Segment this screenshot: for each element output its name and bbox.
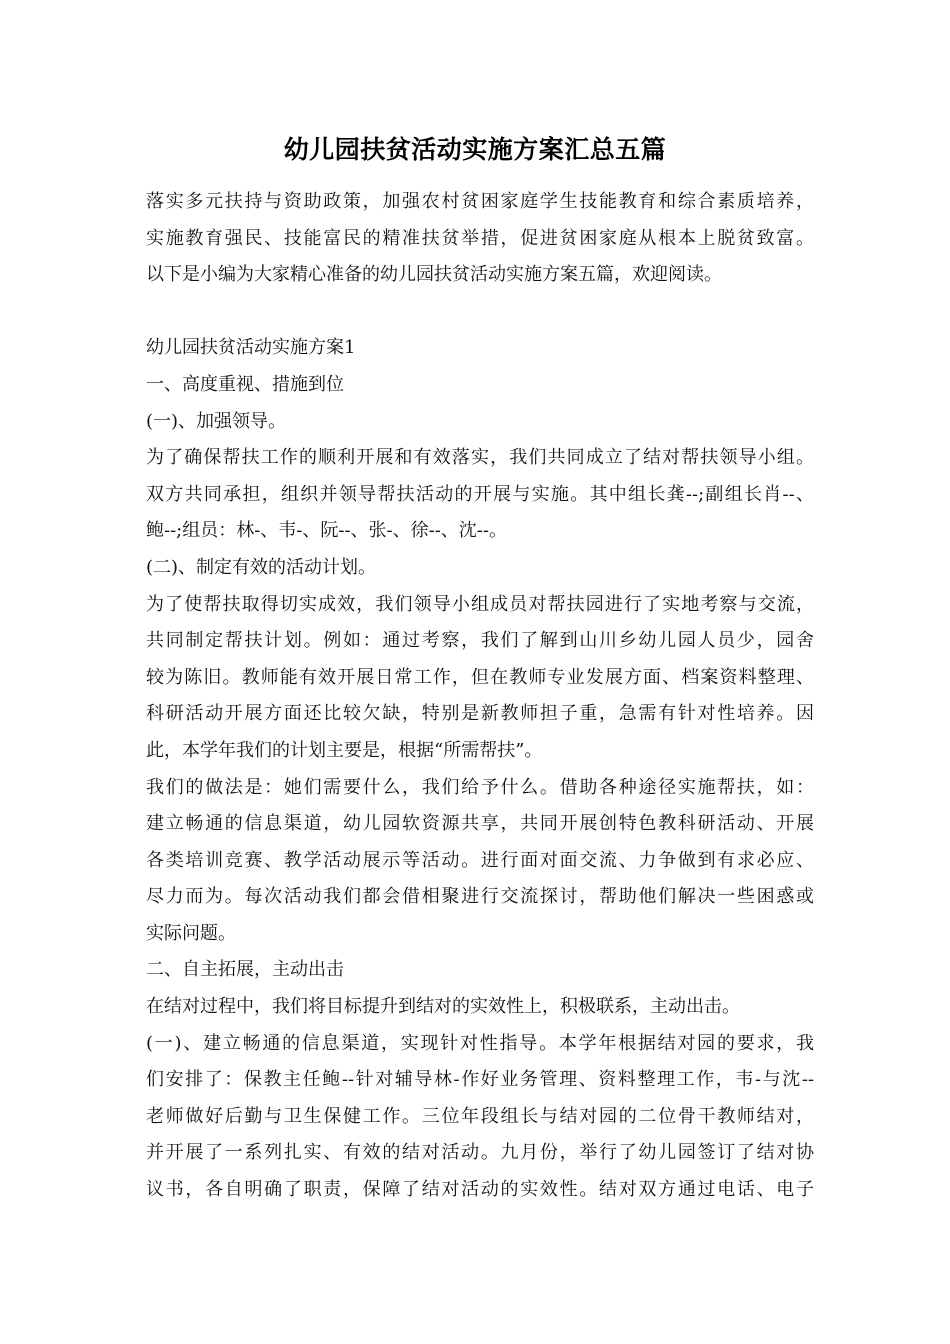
body-line: 老师做好后勤与卫生保健工作。三位年段组长与结对园的二位骨干教师结对， <box>146 1105 814 1127</box>
body-line: 各类培训竞赛、教学活动展示等活动。进行面对面交流、力争做到有求必应、 <box>146 849 814 871</box>
body-line: 并开展了一系列扎实、有效的结对活动。九月份，举行了幼儿园签订了结对协 <box>146 1142 814 1164</box>
subsection-heading: (一)、加强领导。 <box>146 410 287 432</box>
body-line: 科研活动开展方面还比较欠缺，特别是新教师担子重，急需有针对性培养。因 <box>146 703 814 725</box>
intro-line: 落实多元扶持与资助政策，加强农村贫困家庭学生技能教育和综合素质培养， <box>146 191 814 212</box>
body-line: 我们的做法是：她们需要什么，我们给予什么。借助各种途径实施帮扶，如： <box>146 776 814 798</box>
body-line: 建立畅通的信息渠道，幼儿园软资源共享，共同开展创特色教科研活动、开展 <box>146 813 814 835</box>
subsection-heading: (二)、制定有效的活动计划。 <box>146 556 377 578</box>
body-line: 较为陈旧。教师能有效开展日常工作，但在教师专业发展方面、档案资料整理、 <box>146 666 814 688</box>
section-heading: 幼儿园扶贫活动实施方案1 <box>146 337 356 359</box>
body-line: (一)、建立畅通的信息渠道，实现针对性指导。本学年根据结对园的要求，我 <box>146 1032 814 1054</box>
body-line: 此，本学年我们的计划主要是，根据“所需帮扶”。 <box>146 739 543 761</box>
document-title: 幼儿园扶贫活动实施方案汇总五篇 <box>283 135 667 164</box>
section-heading: 一、高度重视、措施到位 <box>146 373 344 395</box>
body-line: 为了确保帮扶工作的顺利开展和有效落实，我们共同成立了结对帮扶领导小组。 <box>146 447 814 469</box>
body-line: 为了使帮扶取得切实成效，我们领导小组成员对帮扶园进行了实地考察与交流， <box>146 593 814 615</box>
intro-line: 实施教育强民、技能富民的精准扶贫举措，促进贫困家庭从根本上脱贫致富。 <box>146 227 814 249</box>
body-line: 共同制定帮扶计划。例如：通过考察，我们了解到山川乡幼儿园人员少，园舍 <box>146 630 814 652</box>
body-line: 鲍--;组员：林-、韦-、阮--、张-、徐--、沈--。 <box>146 520 507 542</box>
paragraph-gap <box>146 294 814 331</box>
body-line: 尽力而为。每次活动我们都会借相聚进行交流探讨，帮助他们解决一些困惑或 <box>146 886 814 908</box>
document-body <box>146 184 814 1209</box>
intro-line: 以下是小编为大家精心准备的幼儿园扶贫活动实施方案五篇，欢迎阅读。 <box>146 264 722 286</box>
body-line: 在结对过程中，我们将目标提升到结对的实效性上，积极联系，主动出击。 <box>146 996 740 1018</box>
body-line: 实际问题。 <box>146 922 236 944</box>
body-line: 议书，各自明确了职责，保障了结对活动的实效性。结对双方通过电话、电子 <box>146 1179 814 1201</box>
body-line: 们安排了：保教主任鲍--针对辅导林-作好业务管理、资料整理工作，韦-与沈-- <box>146 1069 814 1091</box>
section-heading: 二、自主拓展，主动出击 <box>146 959 344 981</box>
body-line: 双方共同承担，组织并领导帮扶活动的开展与实施。其中组长龚--;副组长肖--、 <box>146 483 814 505</box>
